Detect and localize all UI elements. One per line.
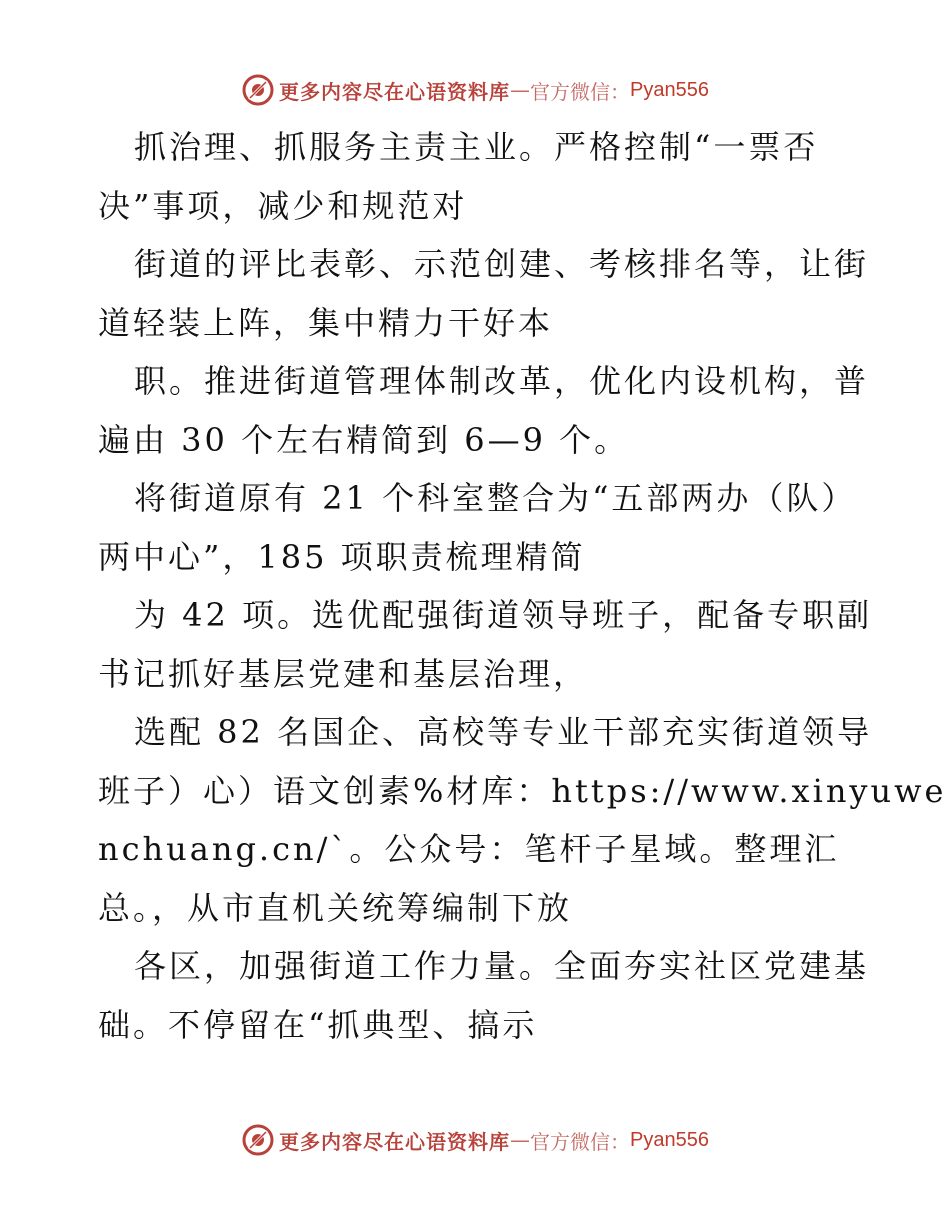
header-wechat-label: 官方微信：	[530, 79, 631, 104]
text-line: 书记抓好基层党建和基层治理，	[98, 654, 589, 693]
footer-separator: —	[510, 1128, 531, 1152]
text-line: 街道的评比表彰、示范创建、考核排名等，让街	[134, 245, 870, 283]
text-line: 各区，加强街道工作力量。全面夯实社区党建基	[134, 947, 870, 985]
text-line: 两中心”，185 项职责梳理精简	[98, 537, 586, 576]
text-line: 总。，从市直机关统筹编制下放	[98, 888, 573, 927]
text-line: 选配 82 名国企、高校等专业干部充实街道领导	[134, 713, 873, 751]
brand-logo-icon	[241, 1123, 275, 1157]
header-watermark	[0, 70, 950, 110]
header-brand-text: 更多内容尽在心语资料库	[279, 79, 511, 104]
text-line: 础。不停留在“抓典型、搞示	[98, 1005, 538, 1044]
text-line: nchuang.cn/`。公众号：笔杆子星域。整理汇	[98, 830, 840, 868]
footer-brand-text: 更多内容尽在心语资料库	[279, 1129, 511, 1154]
document-body	[98, 118, 947, 1054]
footer-watermark	[0, 1120, 950, 1160]
text-line: 道轻装上阵，集中精力干好本	[98, 303, 554, 342]
text-line: 将街道原有 21 个科室整合为“五部两办（队）	[134, 479, 857, 517]
text-line: 职。推进街道管理体制改革，优化内设机构，普	[134, 362, 870, 400]
text-line: 为 42 项。选优配强街道领导班子，配备专职副	[134, 596, 873, 634]
header-separator: —	[510, 78, 531, 102]
text-line: 决”事项，减少和规范对	[98, 186, 468, 225]
text-line: 班子）心）语文创素%材库：https://www.xinyuwe	[98, 771, 947, 810]
footer-wechat-id: Pyan556	[630, 1128, 709, 1151]
text-line: 抓治理、抓服务主责主业。严格控制“一票否	[134, 128, 819, 166]
text-line: 遍由 30 个左右精简到 6—9 个。	[98, 420, 630, 459]
footer-wechat-label: 官方微信：	[530, 1129, 631, 1154]
brand-logo-icon	[241, 73, 275, 107]
header-wechat-id: Pyan556	[630, 78, 709, 101]
